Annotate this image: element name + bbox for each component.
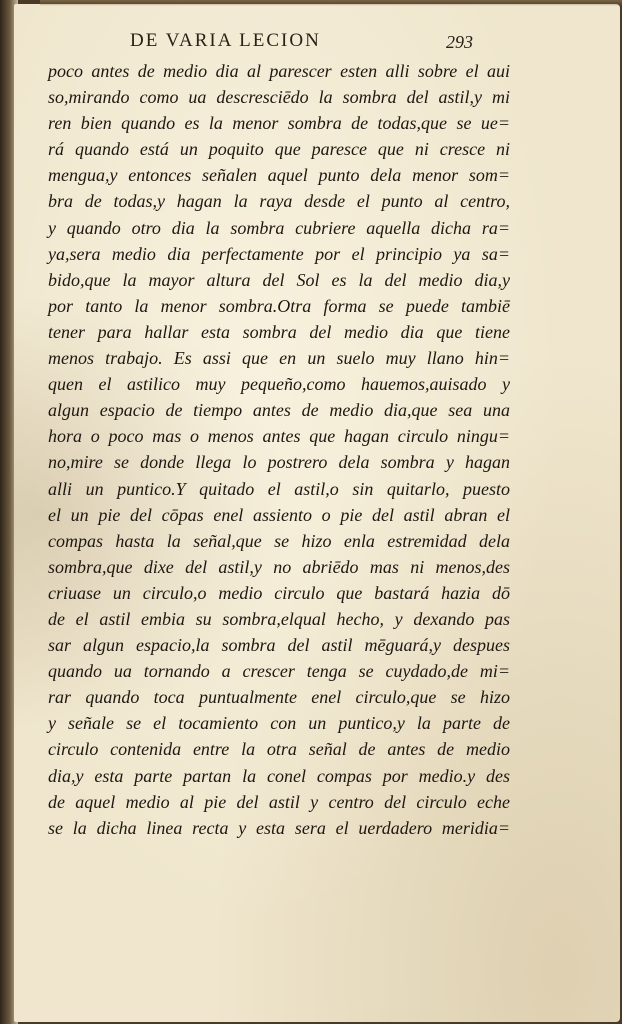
text-line: ya,sera medio dia perfectamente por el principio ya sa= xyxy=(48,243,510,264)
text-line: se la dicha linea recta y esta sera el uerdadero meridia= xyxy=(48,817,510,838)
text-line: de aquel medio al pie del astil y centro del circulo eche xyxy=(48,791,510,812)
text-line: dia,y esta parte partan la conel compas por medio.y des xyxy=(48,765,510,786)
text-line: rar quando toca puntualmente enel circulo,que se hizo xyxy=(48,687,510,708)
text-line: tener para hallar esta sombra del medio dia que tiene xyxy=(48,321,510,342)
page-number: 293 xyxy=(446,32,473,52)
text-line: sombra,que dixe del astil,y no abriēdo mas ni menos,des xyxy=(48,556,510,577)
text-line: mengua,y entonces señalen aquel punto dela menor som= xyxy=(48,165,510,186)
text-line: hora o poco mas o menos antes que hagan circulo ningu= xyxy=(48,426,510,447)
text-line: por tanto la menor sombra.Otra forma se puede tambiē xyxy=(48,295,510,316)
text-line: bido,que la mayor altura del Sol es la del medio dia,y xyxy=(48,269,510,290)
text-line: quando ua tornando a crescer tenga se cuydado,de mi= xyxy=(48,661,510,682)
text-line: menos trabajo. Es assi que en un suelo muy llano hin= xyxy=(48,348,510,369)
text-line: bra de todas,y hagan la raya desde el punto al centro, xyxy=(48,191,510,212)
text-line: quen el astilico muy pequeño,como hauemos,auisado y xyxy=(48,374,510,395)
body-text xyxy=(48,58,510,841)
text-line: ren bien quando es la menor sombra de todas,que se ue= xyxy=(48,113,510,134)
text-line: compas hasta la señal,que se hizo enla estremidad dela xyxy=(48,530,510,551)
text-line: circulo contenida entre la otra señal de antes de medio xyxy=(48,739,510,760)
running-head: DE VARIA LECION xyxy=(130,30,321,51)
text-line: no,mire se donde llega lo postrero dela sombra y hagan xyxy=(48,452,510,473)
text-line: y señale se el tocamiento con un puntico,y la parte de xyxy=(48,713,510,734)
text-line: sar algun espacio,la sombra del astil mēguará,y despues xyxy=(48,635,510,656)
text-line: alli un puntico.Y quitado el astil,o sin quitarlo, puesto xyxy=(48,478,510,499)
text-line: el un pie del cōpas enel assiento o pie del astil abran el xyxy=(48,504,510,525)
page-top-edge xyxy=(40,0,622,6)
text-line: poco antes de medio dia al parescer esten alli sobre el aui xyxy=(48,61,510,81)
text-line: so,mirando como ua descresciēdo la sombra del astil,y mi xyxy=(48,87,510,108)
text-line: algun espacio de tiempo antes de medio dia,que sea una xyxy=(48,400,510,421)
text-line: de el astil embia su sombra,elqual hecho, y dexando pas xyxy=(48,608,510,629)
text-line: rá quando está un poquito que paresce que ni cresce ni xyxy=(48,139,510,160)
text-line: y quando otro dia la sombra cubriere aquella dicha ra= xyxy=(48,217,510,238)
text-line: criuase un circulo,o medio circulo que bastará hazia dō xyxy=(48,582,510,603)
